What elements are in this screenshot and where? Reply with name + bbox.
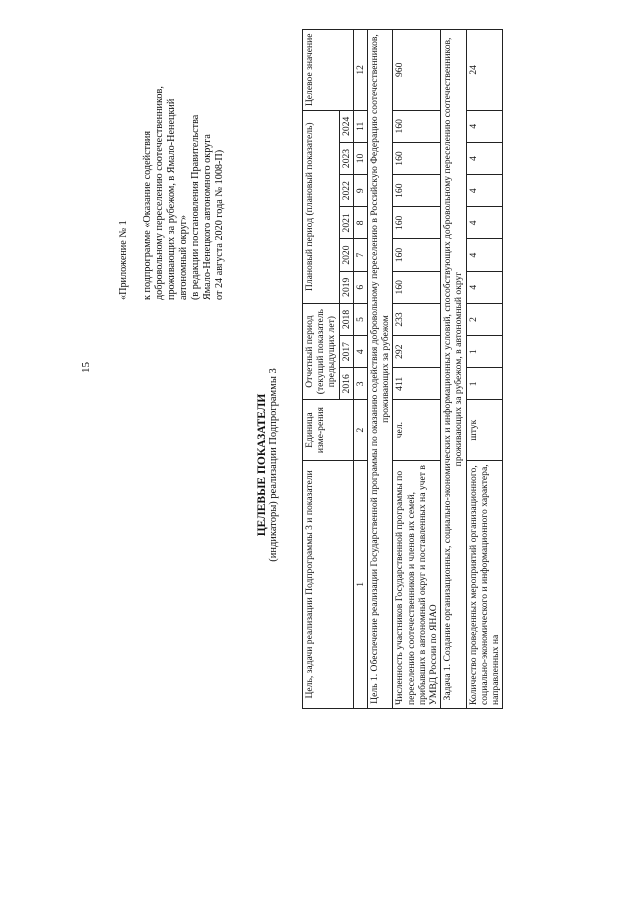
column-number: 9: [353, 175, 367, 207]
value-cell: 160: [393, 142, 441, 174]
year-cell: 2016: [339, 368, 353, 400]
value-cell: 411: [393, 368, 441, 400]
column-number: 2: [353, 400, 367, 460]
task-row: [441, 30, 466, 709]
value-cell: 160: [393, 175, 441, 207]
goal-row: [368, 30, 393, 709]
document-heading: [256, 255, 279, 675]
year-cell: 2022: [339, 175, 353, 207]
value-cell: 160: [393, 207, 441, 239]
indicator-row: [393, 30, 441, 709]
indicators-table: [302, 29, 503, 709]
indicator-row: [466, 30, 503, 709]
year-cell: 2018: [339, 303, 353, 335]
year-cell: 2020: [339, 239, 353, 271]
appendix-block: [118, 0, 226, 300]
goal-text: Цель 1. Обеспечение реализации Государственной программы по оказанию содействия добровольному переселению в Российскую Федерацию соотечественников, проживающих за рубежом: [368, 30, 393, 709]
column-numbers-row: [353, 30, 367, 709]
value-cell: 233: [393, 303, 441, 335]
column-number: 4: [353, 336, 367, 368]
heading-title: ЦЕЛЕВЫЕ ПОКАЗАТЕЛИ: [256, 393, 268, 537]
column-number: 11: [353, 110, 367, 142]
header-goal: Цель, задачи реализации Подпрограммы 3 и показатели: [303, 460, 354, 708]
year-cell: 2017: [339, 336, 353, 368]
column-number: 3: [353, 368, 367, 400]
header-target: Целевое значение: [303, 30, 354, 111]
appendix-line: Ямало-Ненецкого автономного округа: [202, 134, 213, 300]
appendix-line: добровольному переселению соотечественников,: [154, 86, 165, 300]
header-plan-period: Плановый период (плановый показатель): [303, 110, 340, 303]
header-row: [303, 30, 340, 709]
indicator-name: Количество проведенных мероприятий организационного, социально-экономического и информационного характера, направленных на: [466, 460, 503, 708]
appendix-title: «Приложение № 1: [118, 220, 129, 300]
column-number: 8: [353, 207, 367, 239]
column-number: 10: [353, 142, 367, 174]
value-cell: 1: [466, 368, 503, 400]
column-number: 6: [353, 271, 367, 303]
column-number: 12: [353, 30, 367, 111]
appendix-line: проживающих за рубежом, в Ямало-Ненецкий: [166, 98, 177, 300]
value-cell: 2: [466, 303, 503, 335]
column-number: 1: [353, 460, 367, 708]
appendix-line: к подпрограмме «Оказание содействия: [142, 130, 153, 300]
value-cell: 4: [466, 271, 503, 303]
year-cell: 2019: [339, 271, 353, 303]
year-cell: 2021: [339, 207, 353, 239]
value-cell: 292: [393, 336, 441, 368]
appendix-line: автономный округ»: [178, 215, 189, 300]
value-cell: 1: [466, 336, 503, 368]
value-cell: 4: [466, 142, 503, 174]
column-number: 5: [353, 303, 367, 335]
header-report-period: Отчетный период (текущий показатель предыдущих лет): [303, 303, 340, 400]
header-unit: Единица изме-рения: [303, 400, 354, 460]
column-number: 7: [353, 239, 367, 271]
year-cell: 2023: [339, 142, 353, 174]
indicator-name: Численность участников Государственной программы по переселению соотечественников и членов их семей, прибывших в автономный округ и поставленных на учет в УМВД России по ЯНАО: [393, 460, 441, 708]
task-text: Задача 1. Создание организационных, социально-экономических и информационных условий, способствующих добровольному переселению соотечественников, проживающих за рубежом, в автономный округ: [441, 30, 466, 709]
value-cell: 4: [466, 110, 503, 142]
value-cell: 4: [466, 207, 503, 239]
year-cell: 2024: [339, 110, 353, 142]
target-cell: 24: [466, 30, 503, 111]
indicator-unit: чел.: [393, 400, 441, 460]
value-cell: 4: [466, 175, 503, 207]
target-cell: 960: [393, 30, 441, 111]
page-number: 15: [80, 362, 92, 373]
appendix-line: от 24 августа 2020 года № 1008-П): [214, 149, 225, 300]
value-cell: 160: [393, 271, 441, 303]
value-cell: 160: [393, 110, 441, 142]
heading-subtitle: (индикаторы) реализации Подпрограммы 3: [268, 368, 279, 562]
appendix-line: (в редакции постановления Правительства: [190, 114, 201, 300]
value-cell: 160: [393, 239, 441, 271]
value-cell: 4: [466, 239, 503, 271]
indicator-unit: штук: [466, 400, 503, 460]
